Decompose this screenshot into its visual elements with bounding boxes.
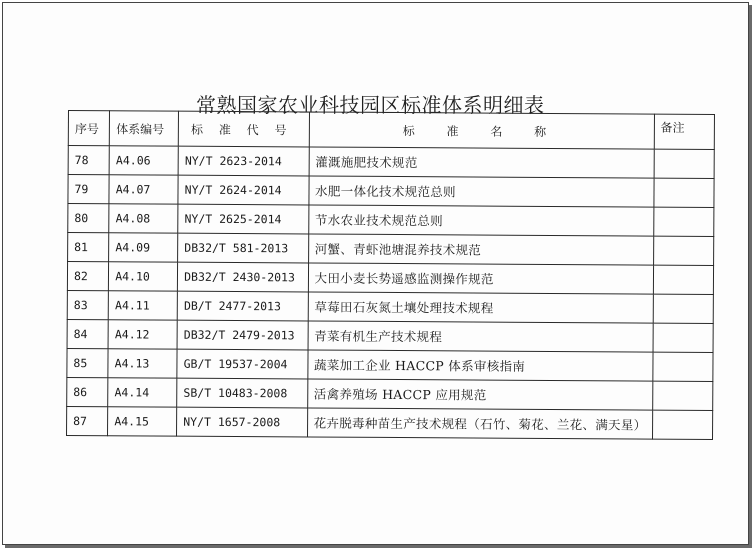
row-system-code: A4.08 [109, 204, 178, 233]
row-standard-no: DB32/T 581-2013 [178, 233, 309, 263]
row-system-code: A4.11 [108, 291, 177, 320]
row-no: 78 [68, 146, 109, 175]
table-header-row [68, 111, 714, 150]
row-standard-name: 水肥一体化技术规范总则 [308, 176, 653, 207]
document-title: 常熟国家农业科技园区标准体系明细表 [196, 93, 545, 117]
row-remark [654, 178, 715, 207]
row-standard-no: GB/T 19537-2004 [177, 349, 308, 379]
row-remark [653, 236, 714, 265]
document-page [2, 2, 749, 545]
row-standard-name: 大田小麦长势遥感监测操作规范 [308, 263, 653, 294]
standards-table [66, 110, 715, 440]
table-row [68, 204, 714, 237]
row-remark [653, 207, 714, 236]
row-remark [653, 323, 714, 352]
row-no: 83 [67, 290, 108, 319]
row-standard-no: NY/T 1657-2008 [177, 407, 308, 437]
row-standard-name: 灌溉施肥技术规范 [309, 147, 654, 178]
row-standard-name: 活禽养殖场 HACCP 应用规范 [307, 379, 652, 410]
row-standard-name: 青菜有机生产技术规程 [308, 321, 653, 352]
row-standard-no: NY/T 2625-2014 [178, 204, 309, 234]
table-row [67, 377, 713, 410]
row-remark [653, 265, 714, 294]
row-standard-name: 河蟹、青虾池塘混养技术规范 [308, 234, 653, 265]
row-system-code: A4.10 [109, 262, 178, 291]
row-standard-name: 蔬菜加工企业 HACCP 体系审核指南 [307, 350, 652, 381]
row-standard-no: DB32/T 2479-2013 [177, 320, 308, 350]
row-standard-no: DB32/T 2430-2013 [178, 262, 309, 292]
row-standard-no: NY/T 2623-2014 [178, 146, 309, 176]
table-row [68, 146, 714, 179]
row-system-code: A4.07 [109, 175, 178, 204]
table-row [68, 233, 714, 266]
row-system-code: A4.06 [109, 146, 178, 175]
row-remark [652, 381, 713, 410]
row-no: 84 [67, 319, 108, 348]
table-row [67, 290, 713, 323]
header-remark: 备注 [654, 114, 715, 149]
table-row [67, 406, 713, 439]
row-system-code: A4.14 [108, 378, 177, 407]
row-no: 81 [68, 233, 109, 262]
row-no: 82 [67, 262, 108, 291]
row-system-code: A4.13 [108, 349, 177, 378]
row-standard-name: 节水农业技术规范总则 [308, 205, 653, 236]
row-no: 85 [67, 348, 108, 377]
row-standard-no: SB/T 10483-2008 [177, 378, 308, 408]
row-remark [653, 294, 714, 323]
row-system-code: A4.12 [108, 320, 177, 349]
table-body [67, 146, 715, 440]
row-system-code: A4.15 [108, 407, 177, 436]
table-row [67, 319, 713, 352]
row-remark [652, 410, 713, 439]
row-remark [654, 149, 715, 178]
header-system-code: 体系编号 [110, 111, 179, 146]
table-row [68, 175, 714, 208]
row-no: 87 [67, 406, 108, 435]
row-standard-name: 花卉脱毒种苗生产技术规程（石竹、菊花、兰花、满天星） [307, 408, 652, 439]
row-no: 80 [68, 204, 109, 233]
row-standard-no: NY/T 2624-2014 [178, 175, 309, 205]
row-standard-no: DB/T 2477-2013 [177, 291, 308, 321]
header-standard-no: 标 准 代 号 [178, 111, 309, 147]
row-no: 79 [68, 175, 109, 204]
header-no: 序号 [68, 111, 109, 146]
table-row [67, 262, 713, 295]
table-header [68, 111, 714, 150]
row-system-code: A4.09 [109, 233, 178, 262]
row-no: 86 [67, 377, 108, 406]
row-standard-name: 草莓田石灰氮土壤处理技术规程 [308, 292, 653, 323]
row-remark [652, 352, 713, 381]
header-standard-name: 标 准 名 称 [309, 112, 654, 149]
table-row [67, 348, 713, 381]
